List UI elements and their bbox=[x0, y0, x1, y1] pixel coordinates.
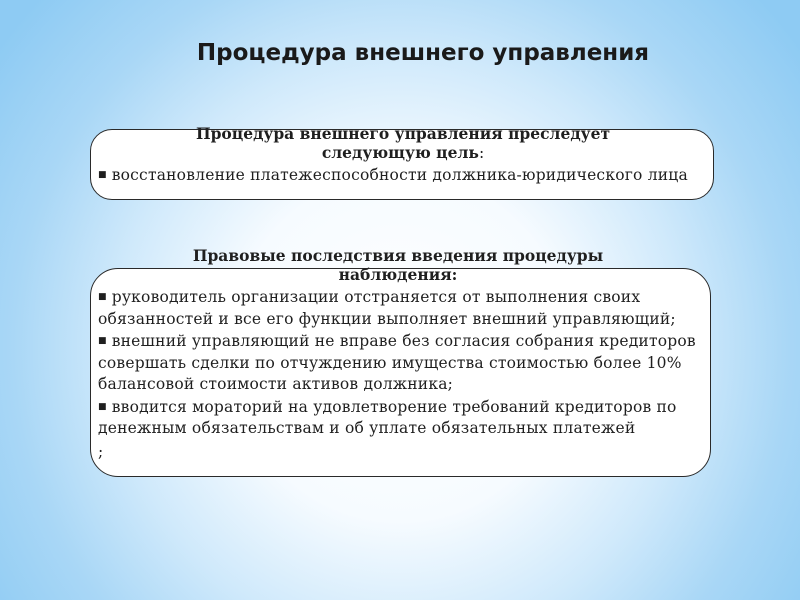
list-item-text: руководитель организации отстраняется от выполнения своих обязанностей и все его функции выполняет внешний управляющий; bbox=[98, 288, 676, 328]
consequences-list bbox=[98, 287, 698, 462]
goal-item bbox=[98, 165, 708, 187]
list-item bbox=[98, 397, 698, 440]
goal-heading bbox=[98, 124, 708, 163]
goal-heading-line2-wrap bbox=[98, 143, 708, 163]
list-item-text: внешний управляющий не вправе без согласия собрания кредиторов совершать сделки по отчуждению имущества стоимостью более 10% балансовой стоимости активов должника; bbox=[98, 332, 696, 393]
consequences-text-block bbox=[98, 246, 698, 462]
consequences-heading-line1: Правовые последствия введения процедуры bbox=[192, 246, 604, 265]
square-bullet-icon: ■ bbox=[98, 336, 107, 346]
consequences-heading-line2: наблюдения: bbox=[338, 265, 458, 284]
goal-heading-line2: следующую цель bbox=[321, 143, 479, 162]
goal-text-block bbox=[98, 124, 708, 187]
slide-title: Процедура внешнего управления bbox=[196, 40, 650, 66]
square-bullet-icon: ■ bbox=[98, 170, 107, 180]
list-item bbox=[98, 331, 698, 396]
goal-heading-colon: : bbox=[478, 144, 485, 162]
trailing-semicolon: ; bbox=[98, 442, 104, 461]
square-bullet-icon: ■ bbox=[98, 292, 107, 302]
consequences-heading bbox=[98, 246, 698, 284]
list-item bbox=[98, 287, 698, 330]
square-bullet-icon: ■ bbox=[98, 401, 107, 412]
list-item-text: вводится мораторий на удовлетворение требований кредиторов по денежным обязательствам и об уплате обязательных платежей bbox=[98, 397, 677, 437]
goal-heading-line1: Процедура внешнего управления преследует bbox=[195, 124, 611, 143]
goal-item-text: восстановление платежеспособности должника-юридического лица bbox=[111, 166, 688, 184]
